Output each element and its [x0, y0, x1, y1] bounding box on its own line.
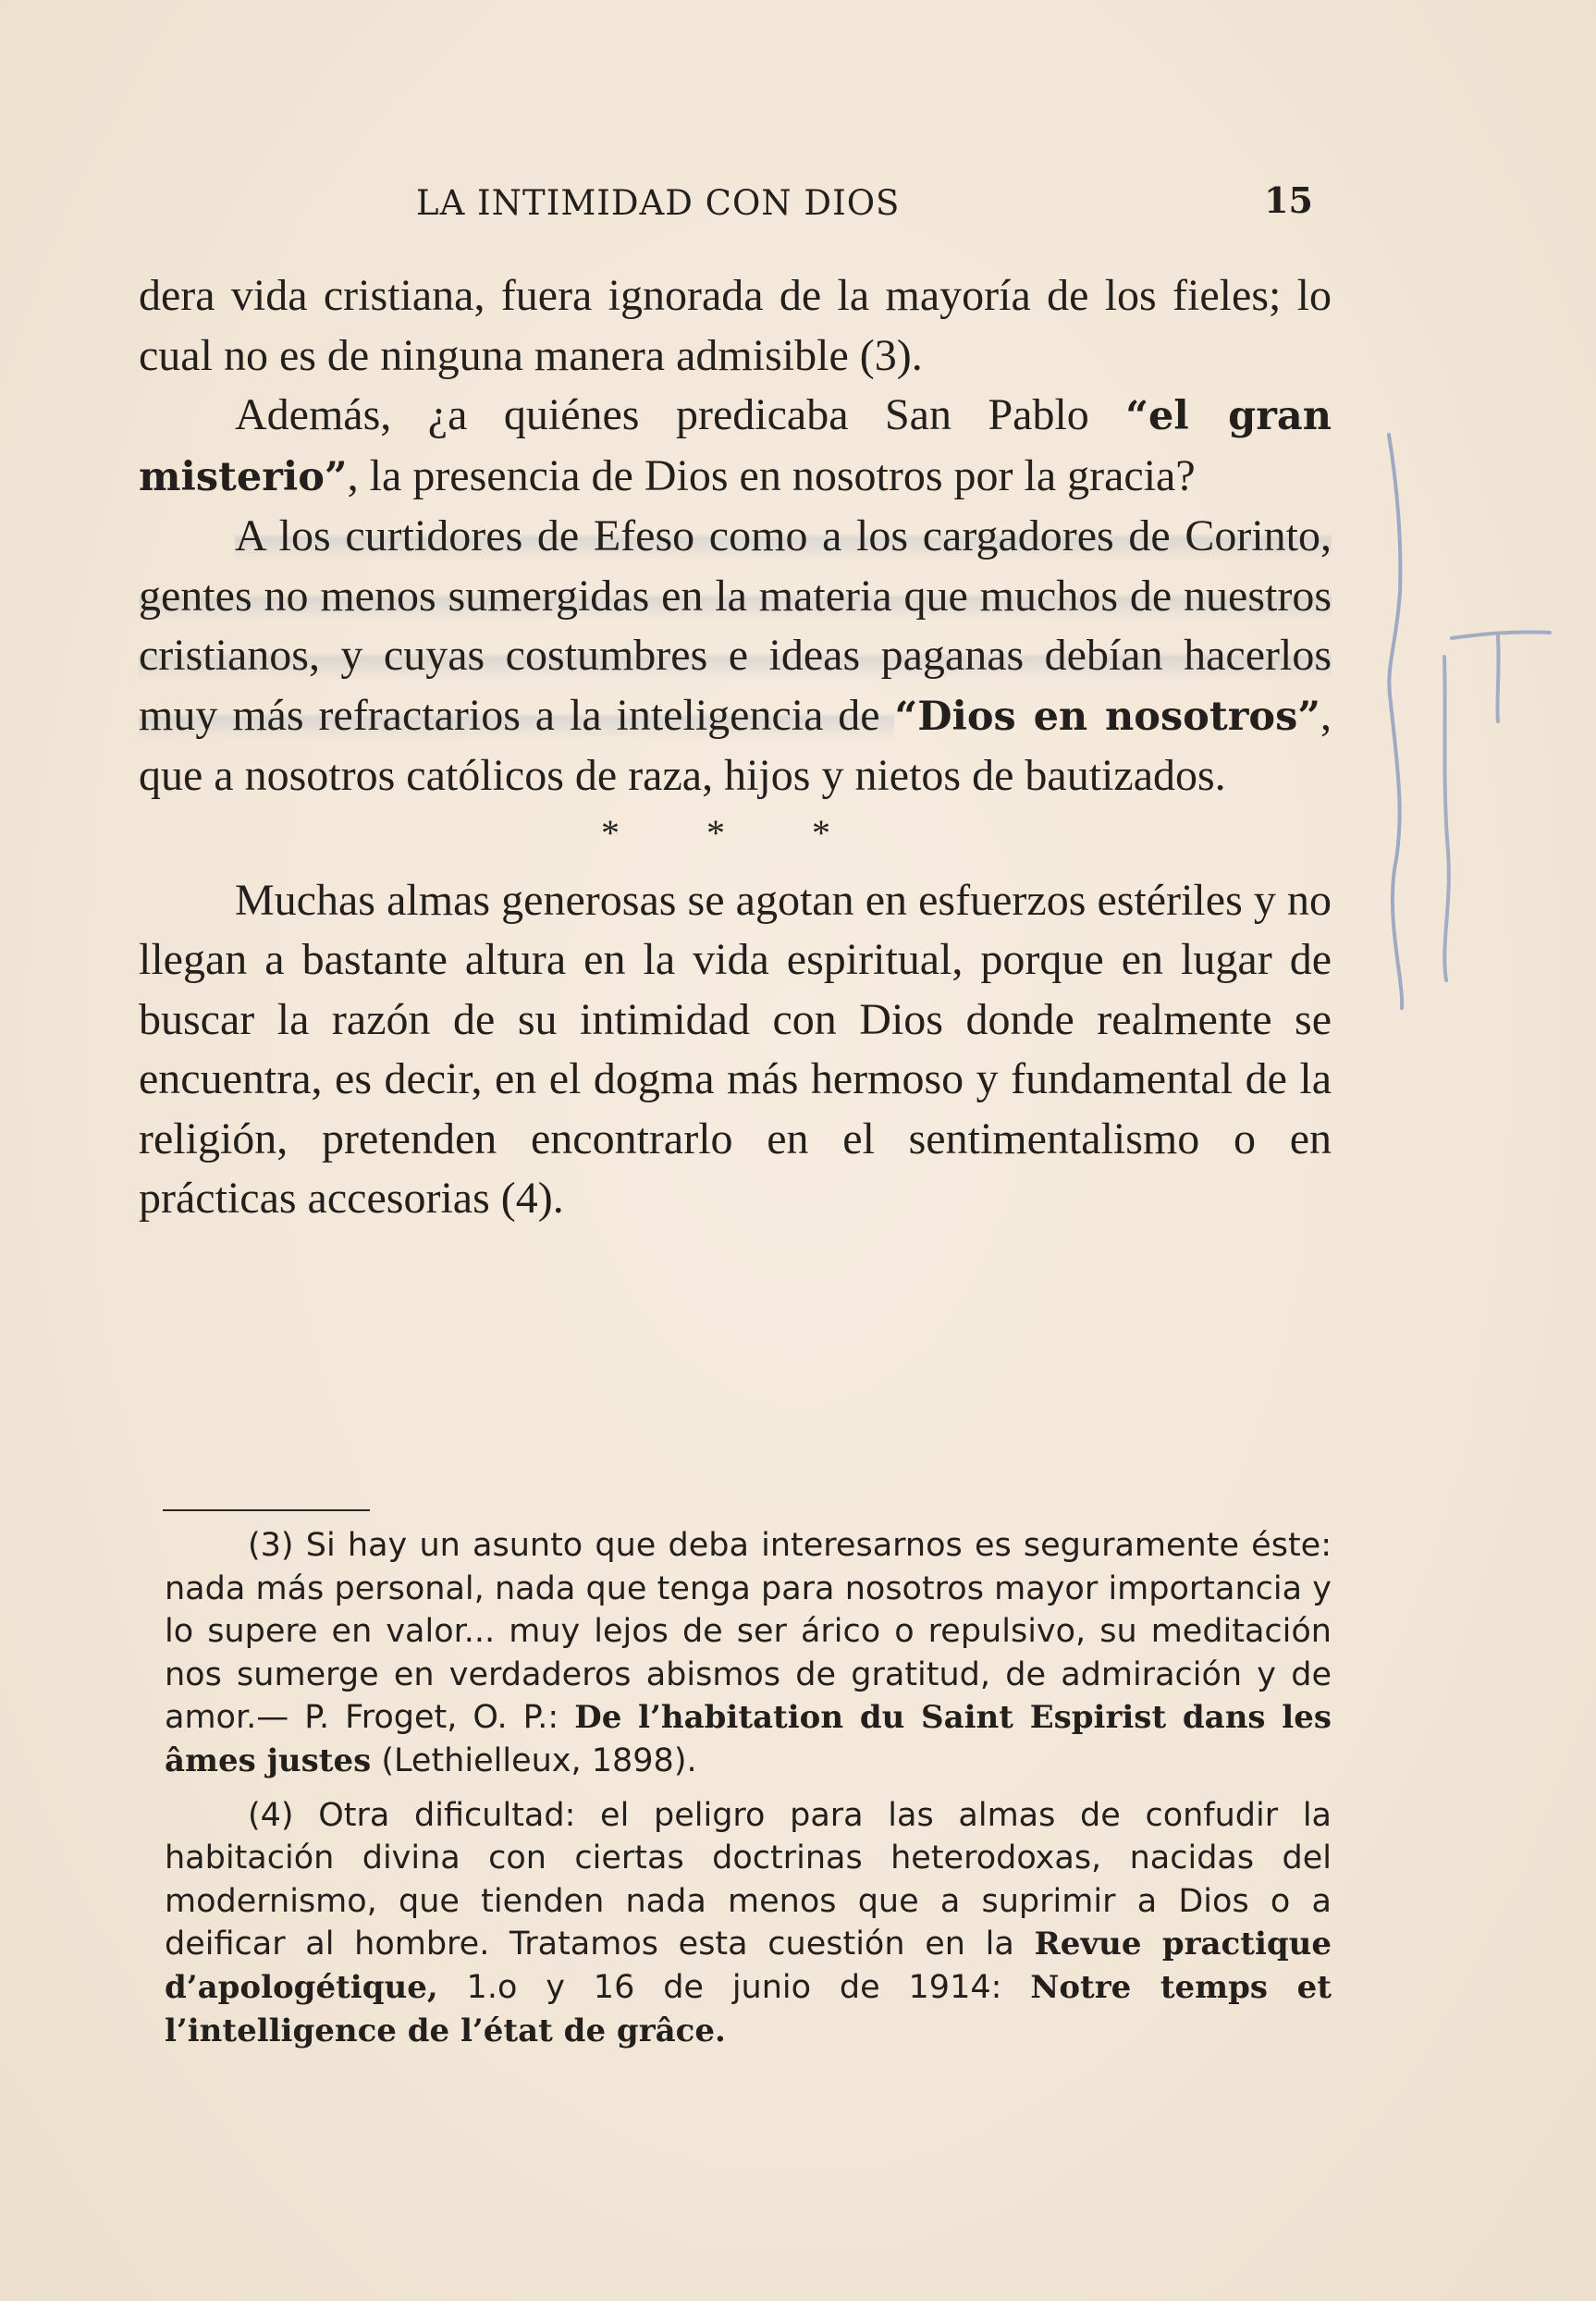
- pencil-t-bar: [1452, 632, 1550, 638]
- footnote-3-text: (3) Si hay un asunto que deba interesarnos es seguramente éste: nada más personal, nada que tenga para nosotros mayor importancia y lo supere en valor... muy lejos de ser árico o repulsivo, su meditación nos sumerge en verdaderos abismos de gratitud, de admiración y de amor.— P. Froget, O. P.:: [165, 1527, 1332, 1737]
- footnote-3: [165, 1524, 1332, 1783]
- emphasis-dios-en-nosotros: “Dios en nosotros”: [894, 693, 1321, 740]
- footnote-3-end: (Lethielleux, 1898).: [371, 1741, 697, 1779]
- footnote-4-mid: 1.o y 16 de junio de 1914:: [437, 1968, 1031, 2006]
- paragraph-2-start: Además, ¿a quiénes predicaba San Pablo: [235, 390, 1126, 439]
- pencil-margin-marks: [1369, 425, 1553, 1017]
- pencil-vertical-stroke: [1444, 657, 1449, 980]
- footnote-4-journal: Revue practique d’apologétique,: [165, 1926, 1332, 2006]
- paragraph-2-end: , la presencia de Dios en nosotros por la gracia?: [347, 450, 1196, 500]
- footnote-4-text: (4) Otra dificultad: el peligro para las almas de confudir la habitación divina con ciertas doctrinas heterodoxas, nacidas del modernismo, que tienden nada menos que a suprimir a Dios o a deificar al hombre. Tratamos esta cuestión en la: [165, 1796, 1332, 1963]
- footnote-rule: [163, 1509, 370, 1511]
- paragraph-3-end: , que a nosotros católicos de raza, hijos y nietos de bautizados.: [139, 690, 1332, 800]
- footnote-3-title: De l’habitation du Saint Espirist dans les âmes justes: [165, 1699, 1332, 1779]
- paragraph-4: Muchas almas generosas se agotan en esfuerzos estériles y no llegan a bastante altura en la vida espiritual, porque en lugar de buscar la razón de su intimidad con Dios donde realmente se encuentra, es decir, en el dogma más hermoso y fundamental de la religión, pretenden encontrarlo en el sentimentalismo o en prácticas accesorias (4).: [139, 875, 1332, 1223]
- emphasis-gran-misterio: “el gran misterio”: [139, 393, 1332, 500]
- page-header: [139, 179, 1322, 239]
- pencil-t-stem: [1497, 636, 1498, 721]
- running-head: LA INTIMIDAD CON DIOS: [416, 183, 901, 223]
- paragraph-3: [139, 507, 1332, 806]
- footnote-4-article: Notre temps et l’intelligence de l’état de grâce.: [165, 1968, 1332, 2049]
- footnote-4: [165, 1794, 1332, 2053]
- paragraph-3-start: A los curtidores de Efeso como a los cargadores de Corinto, gentes no menos sumergidas en la materia que muchos de nuestros cristianos, y cuyas costumbres e ideas paganas debían hacerlos muy más refractarios a la inteligencia de: [139, 511, 1332, 740]
- footnotes: [165, 1524, 1332, 2063]
- pencil-bracket-line: [1389, 435, 1402, 1008]
- main-text: [139, 266, 1332, 1229]
- section-ornament: * * *: [601, 811, 869, 854]
- paragraph-2: [139, 386, 1332, 507]
- paragraph-1: dera vida cristiana, fuera ignorada de la mayoría de los fieles; lo cual no es de ninguna manera admisible (3).: [139, 271, 1332, 380]
- page-number: 15: [1264, 179, 1313, 221]
